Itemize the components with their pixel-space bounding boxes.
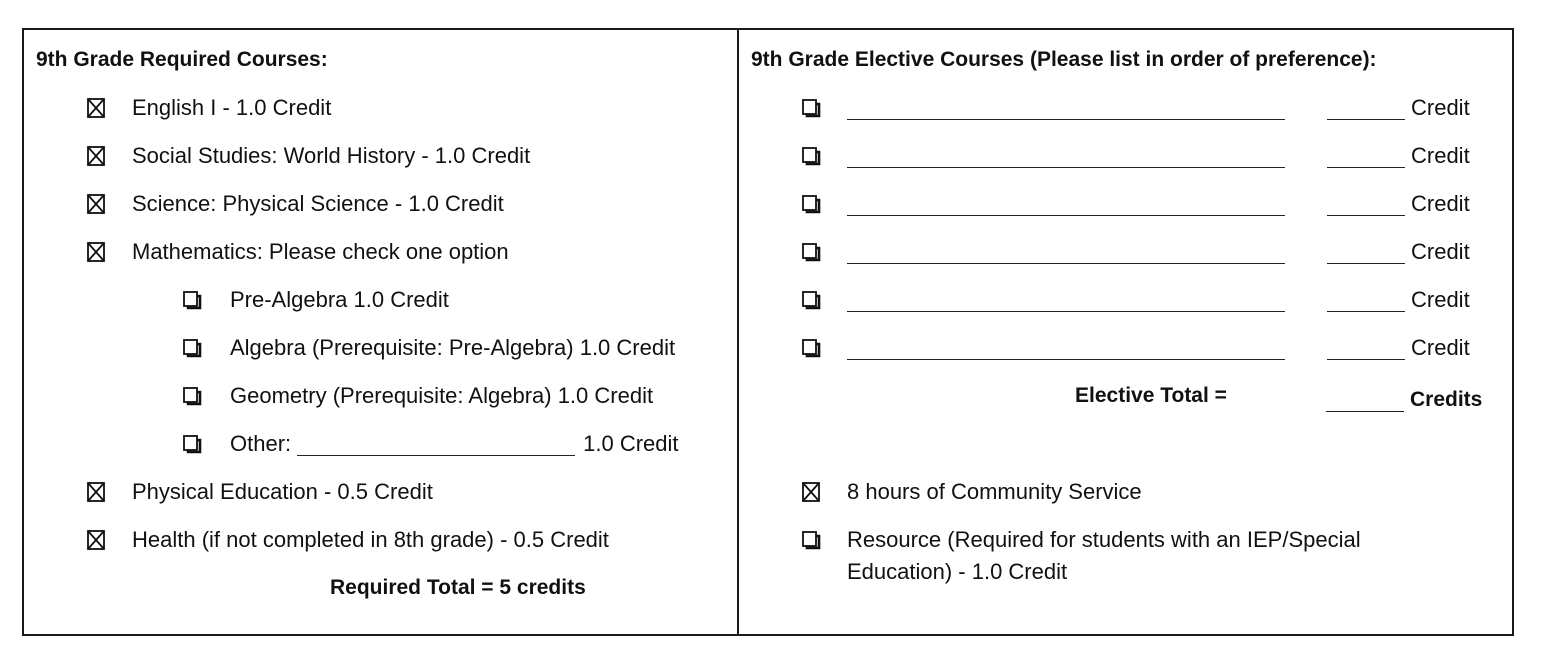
empty-box-icon[interactable] [801, 242, 821, 262]
elective-credit-label: Credit [1411, 287, 1470, 312]
checked-box-icon[interactable] [86, 98, 106, 118]
required-heading: 9th Grade Required Courses: [36, 48, 328, 71]
empty-box-icon[interactable] [182, 434, 202, 454]
required-course-english [86, 92, 331, 124]
course-label: Mathematics: Please check one option [132, 239, 509, 264]
elective-row [801, 284, 1470, 316]
checked-box-icon[interactable] [86, 530, 106, 550]
elective-total-blank[interactable] [1326, 389, 1404, 412]
elective-row [801, 236, 1470, 268]
checked-box-icon[interactable] [86, 242, 106, 262]
community-service-item [801, 476, 1142, 508]
empty-box-icon[interactable] [801, 98, 821, 118]
elective-course-blank[interactable] [847, 97, 1285, 120]
elective-credit-blank[interactable] [1327, 145, 1405, 168]
elective-credit-blank[interactable] [1327, 193, 1405, 216]
math-option-geometry [182, 380, 653, 412]
elective-credit-label: Credit [1411, 239, 1470, 264]
checked-box-icon[interactable] [86, 146, 106, 166]
elective-credit-label: Credit [1411, 335, 1470, 360]
option-credit: 1.0 Credit [583, 431, 679, 456]
course-label: English I - 1.0 Credit [132, 95, 332, 120]
course-label: Physical Education - 0.5 Credit [132, 479, 433, 504]
empty-box-icon[interactable] [801, 338, 821, 358]
checked-box-icon[interactable] [86, 482, 106, 502]
empty-box-icon[interactable] [801, 530, 821, 550]
elective-credit-blank[interactable] [1327, 289, 1405, 312]
elective-courses-column [739, 28, 1514, 636]
required-course-mathematics [86, 236, 509, 268]
elective-credit-blank[interactable] [1327, 97, 1405, 120]
empty-box-icon[interactable] [182, 290, 202, 310]
empty-box-icon[interactable] [801, 194, 821, 214]
elective-row [801, 92, 1470, 124]
empty-box-icon[interactable] [182, 338, 202, 358]
required-courses-column [24, 28, 737, 636]
required-course-health [86, 524, 609, 556]
required-total: Required Total = 5 credits [330, 576, 586, 599]
empty-box-icon[interactable] [801, 146, 821, 166]
elective-row [801, 332, 1470, 364]
option-label: Geometry (Prerequisite: Algebra) 1.0 Credit [230, 383, 654, 408]
checked-box-icon[interactable] [801, 482, 821, 502]
elective-heading: 9th Grade Elective Courses (Please list in order of preference): [751, 48, 1377, 71]
option-label: Algebra (Prerequisite: Pre-Algebra) 1.0 Credit [230, 335, 676, 360]
elective-row [801, 188, 1470, 220]
checked-box-icon[interactable] [86, 194, 106, 214]
elective-total-unit: Credits [1410, 388, 1483, 411]
math-option-algebra [182, 332, 675, 364]
elective-credit-label: Credit [1411, 143, 1470, 168]
elective-course-blank[interactable] [847, 289, 1285, 312]
option-label: Other: [230, 431, 292, 456]
math-option-other [182, 428, 679, 460]
course-label: Science: Physical Science - 1.0 Credit [132, 191, 504, 216]
required-course-science [86, 188, 504, 220]
elective-credit-label: Credit [1411, 95, 1470, 120]
extra-label: Resource (Required for students with an IEP/Special Education) - 1.0 Credit [847, 527, 1361, 584]
math-option-pre-algebra [182, 284, 449, 316]
required-course-pe [86, 476, 433, 508]
elective-course-blank[interactable] [847, 145, 1285, 168]
required-course-social-studies [86, 140, 530, 172]
course-label: Social Studies: World History - 1.0 Credit [132, 143, 531, 168]
course-label: Health (if not completed in 8th grade) - 0.5 Credit [132, 527, 609, 552]
elective-credit-blank[interactable] [1327, 337, 1405, 360]
empty-box-icon[interactable] [801, 290, 821, 310]
other-course-blank[interactable] [297, 433, 575, 456]
elective-total-label: Elective Total = [1075, 384, 1227, 407]
resource-item [801, 524, 1401, 588]
elective-row [801, 140, 1470, 172]
empty-box-icon[interactable] [182, 386, 202, 406]
elective-total [1326, 380, 1482, 412]
elective-course-blank[interactable] [847, 193, 1285, 216]
elective-credit-blank[interactable] [1327, 241, 1405, 264]
elective-course-blank[interactable] [847, 337, 1285, 360]
elective-course-blank[interactable] [847, 241, 1285, 264]
elective-credit-label: Credit [1411, 191, 1470, 216]
option-label: Pre-Algebra 1.0 Credit [230, 287, 449, 312]
extra-label: 8 hours of Community Service [847, 479, 1142, 504]
